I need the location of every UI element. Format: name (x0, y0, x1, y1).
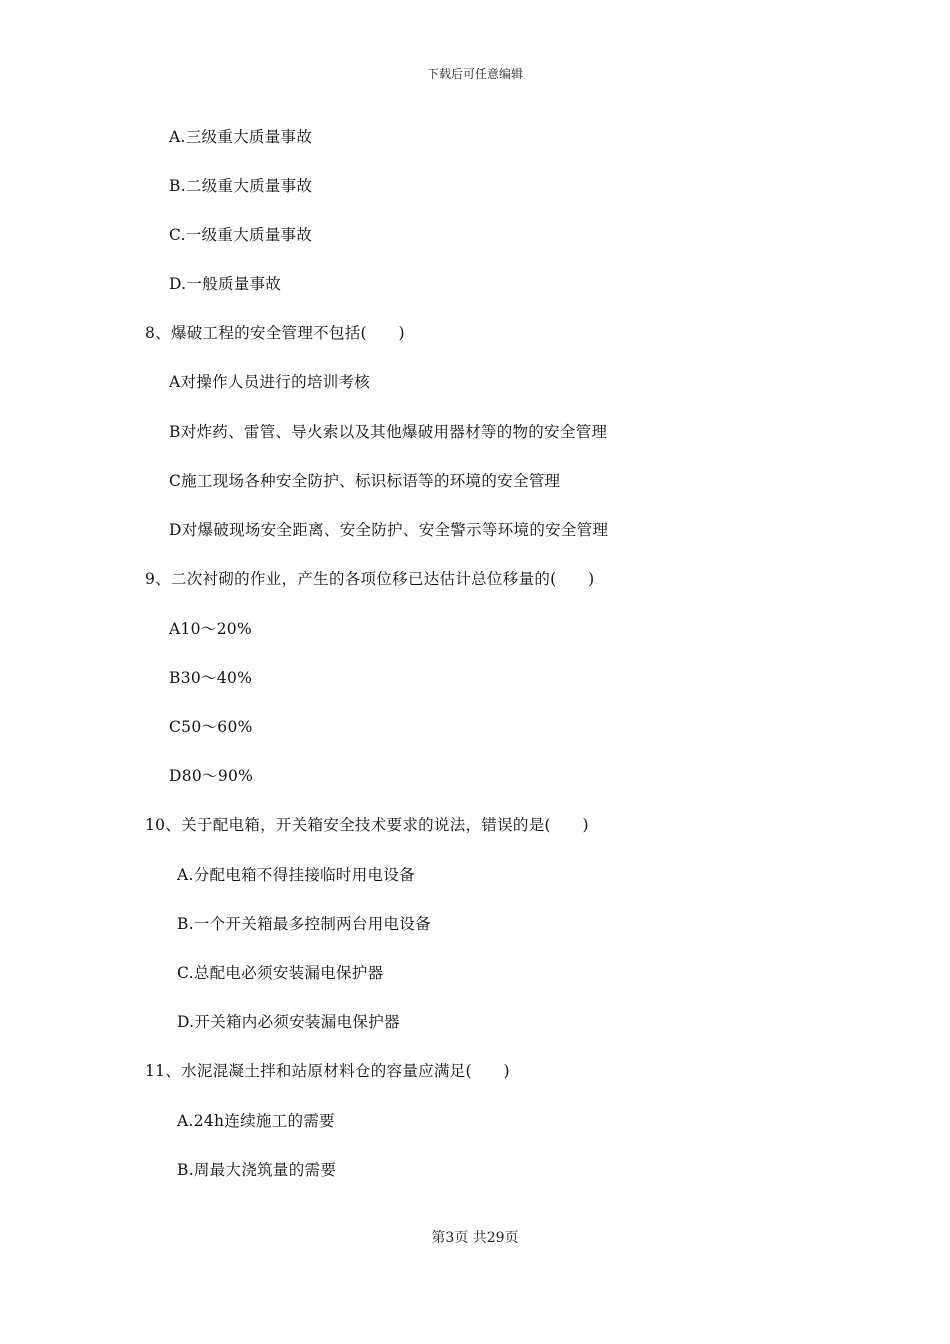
q11-question: 11、水泥混凝土拌和站原材料仓的容量应满足( ) (145, 1062, 510, 1080)
q9-option-a: A10～20% (169, 620, 252, 638)
q11-option-b: B.周最大浇筑量的需要 (177, 1161, 337, 1179)
q9-option-c: C50～60% (169, 718, 253, 736)
q10-option-a: A.分配电箱不得挂接临时用电设备 (177, 866, 415, 884)
page-footer: 第3页 共29页 (431, 1230, 519, 1246)
q9-option-d: D80～90% (169, 767, 254, 785)
page-header: 下载后可任意编辑 (426, 67, 523, 81)
q11-option-a: A.24h连续施工的需要 (177, 1112, 335, 1130)
q10-option-c: C.总配电必须安装漏电保护器 (177, 964, 384, 982)
q7-option-a: A.三级重大质量事故 (169, 128, 313, 146)
q8-question: 8、爆破工程的安全管理不包括( ) (145, 324, 405, 342)
q7-option-b: B.二级重大质量事故 (169, 177, 313, 195)
q9-question: 9、二次衬砌的作业，产生的各项位移已达估计总位移量的( ) (145, 570, 595, 588)
q8-option-c: C施工现场各种安全防护、标识标语等的环境的安全管理 (169, 472, 561, 490)
q8-option-d: D对爆破现场安全距离、安全防护、安全警示等环境的安全管理 (169, 521, 609, 539)
q7-option-c: C.一级重大质量事故 (169, 226, 313, 244)
q10-option-b: B.一个开关箱最多控制两台用电设备 (177, 915, 431, 933)
q10-option-d: D.开关箱内必须安装漏电保护器 (177, 1013, 400, 1031)
q9-option-b: B30～40% (169, 669, 253, 687)
q8-option-b: B对炸药、雷管、导火索以及其他爆破用器材等的物的安全管理 (169, 423, 608, 441)
q8-option-a: A对操作人员进行的培训考核 (169, 373, 371, 391)
q10-question: 10、关于配电箱，开关箱安全技术要求的说法，错误的是( ) (145, 816, 589, 834)
q7-option-d: D.一般质量事故 (169, 275, 282, 293)
